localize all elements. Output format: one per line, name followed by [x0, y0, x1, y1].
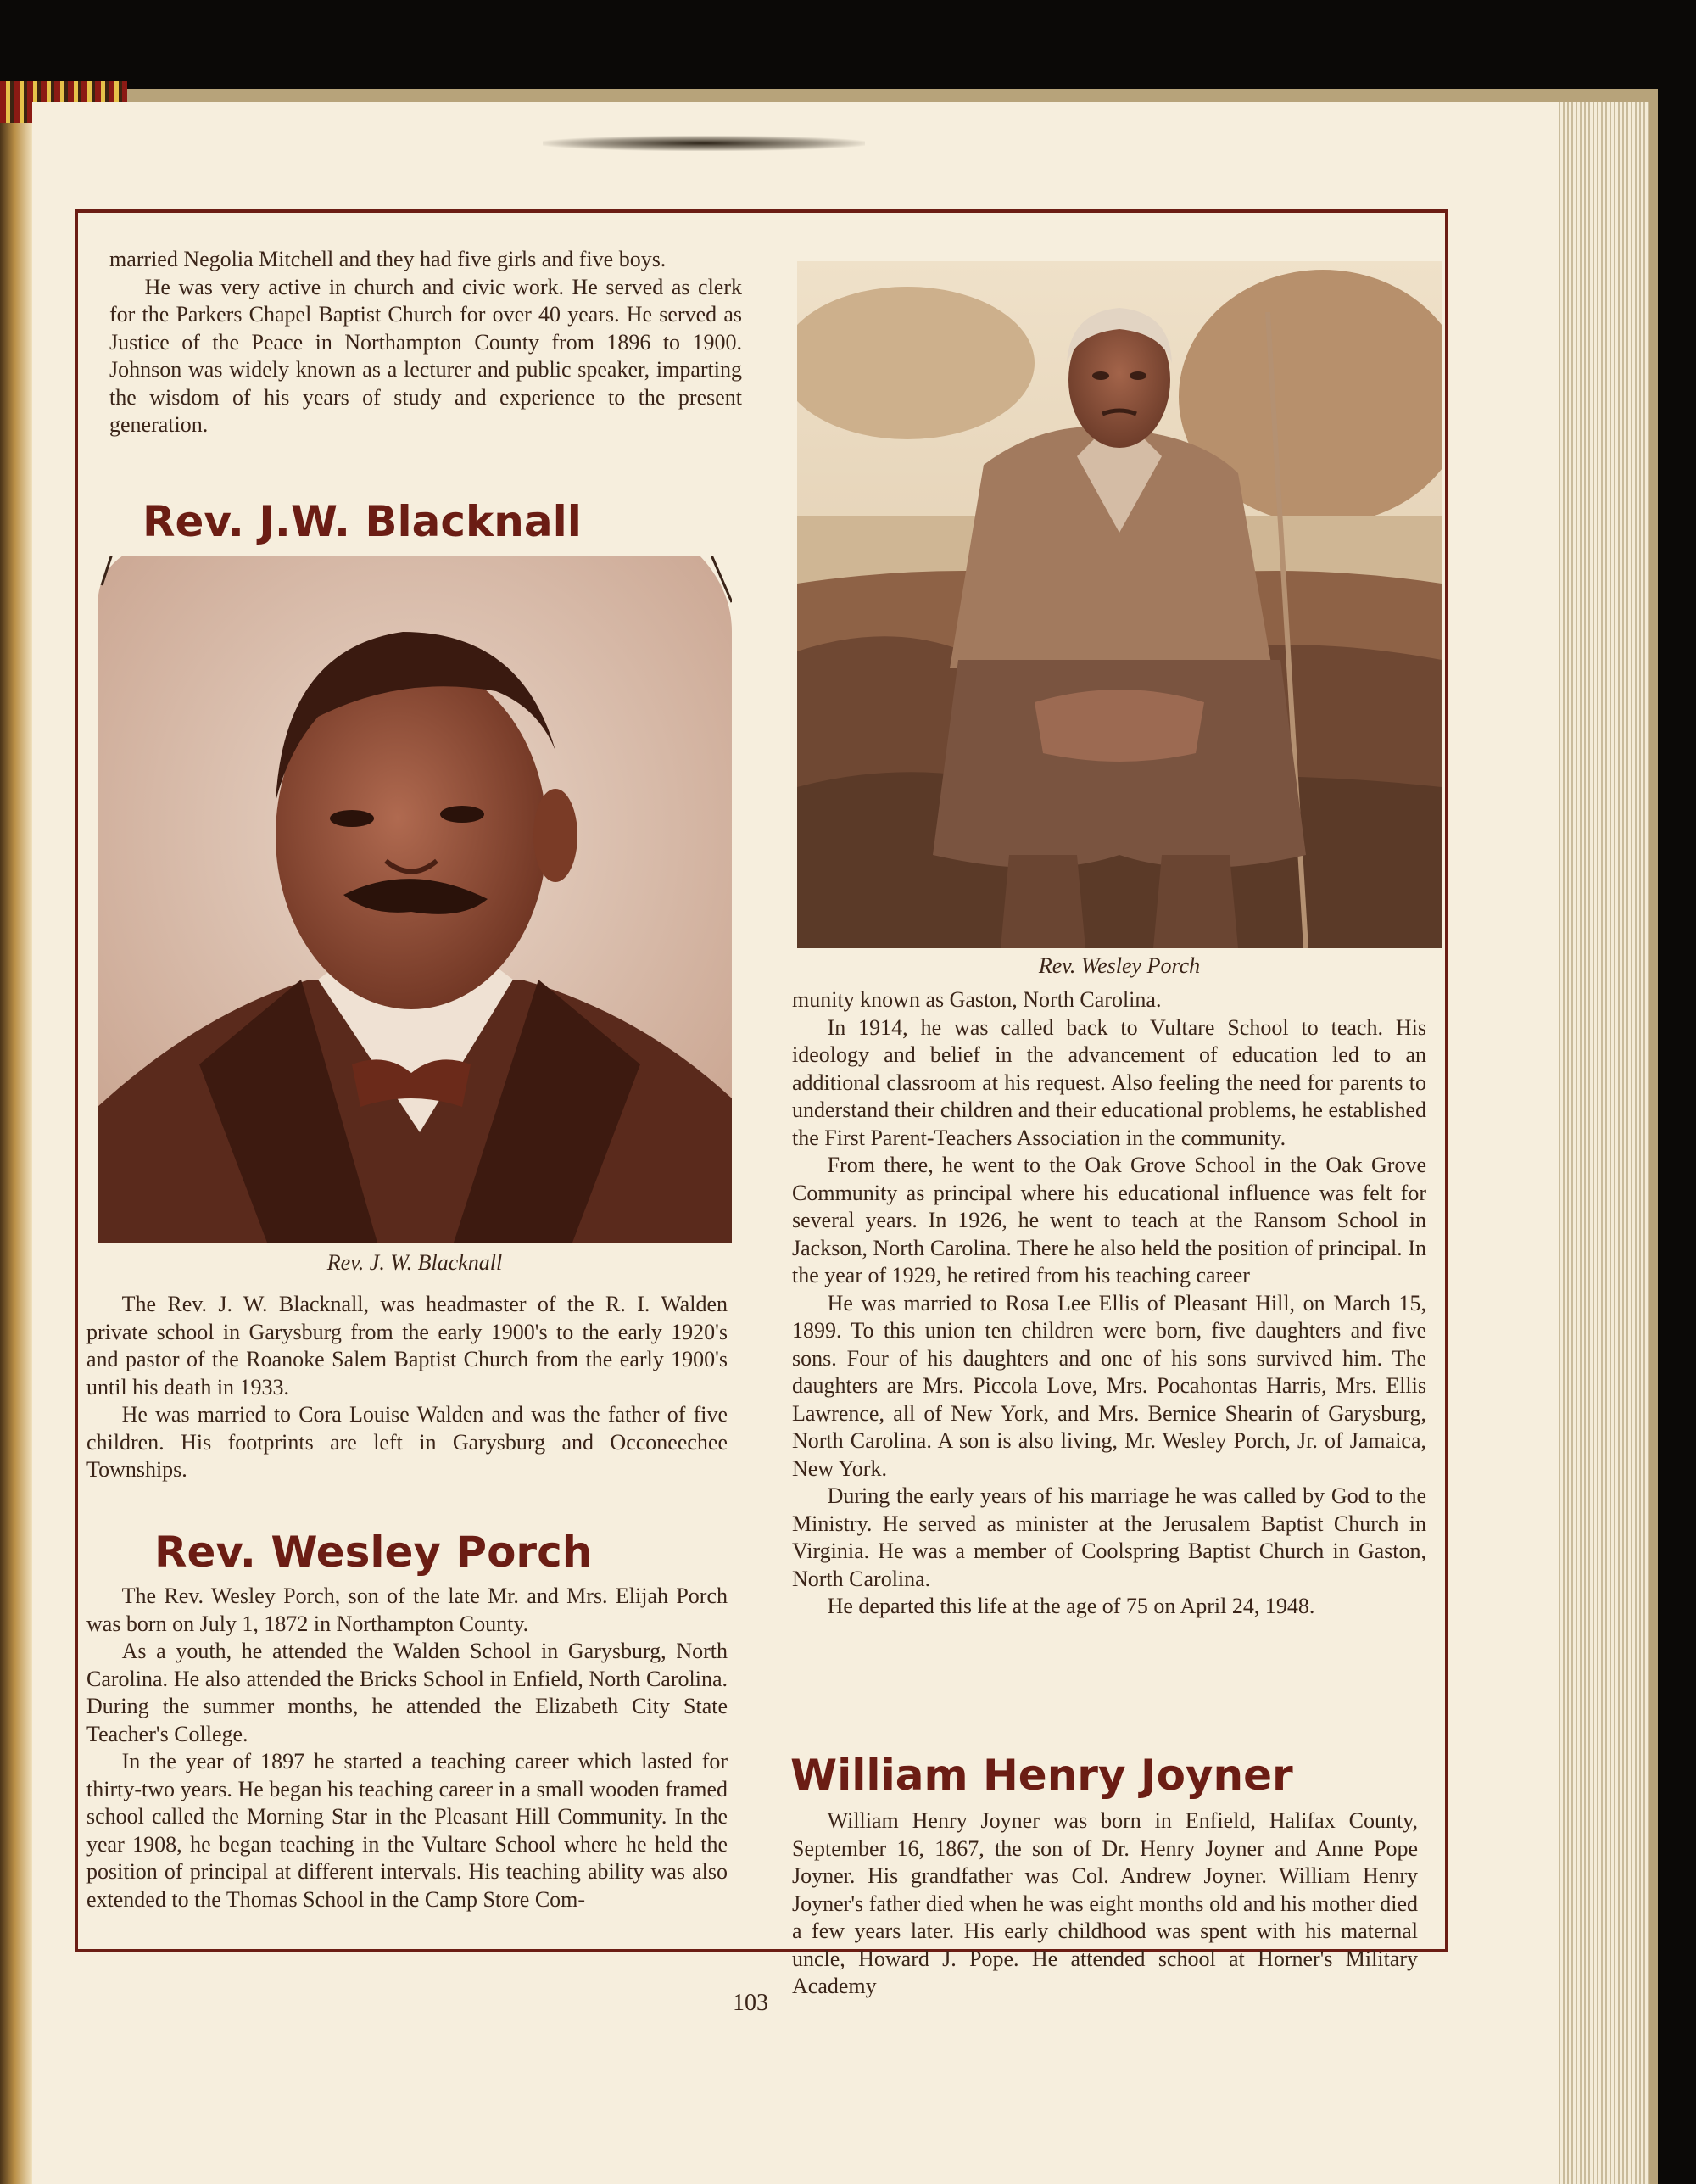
- porch-paragraph: As a youth, he attended the Walden School in Garysburg, North Carolina. He also attended the Bricks School in Enfield, North Carolina. During the summer months, he attended the Elizabeth City State Teacher's College.: [86, 1639, 728, 1746]
- porch-paragraph: The Rev. Wesley Porch, son of the late Mr. and Mrs. Elijah Porch was born on July 1, 1872 in Northampton County.: [86, 1584, 728, 1636]
- porch-paragraph: He was married to Rosa Lee Ellis of Pleasant Hill, on March 15, 1899. To this union ten children were born, five daughters and five sons. Four of his daughters and one of his sons survived him. The daughters are Mrs. Piccola Love, Mrs. Pocahontas Harris, Mrs. Ellis Lawrence, all of New York, and Mrs. Bernice Shearin of Garysburg, North Carolina. A son is also living, Mr. Wesley Porch, Jr. of Jamaica, New York.: [792, 1290, 1426, 1481]
- porch-heading: Rev. Wesley Porch: [154, 1528, 593, 1577]
- blacknall-paragraph: The Rev. J. W. Blacknall, was headmaster of the R. I. Walden private school in Garysburg from the early 1900's to the early 1920's and pastor of the Roanoke Salem Baptist Church from the early 1900's until his death in 1933.: [86, 1292, 728, 1399]
- previous-page-edge: [0, 81, 32, 2184]
- joyner-bio: [792, 1807, 1418, 2001]
- porch-paragraph: In 1914, he was called back to Vultare School to teach. His ideology and belief in the advancement of education led to an additional classroom at his request. Also feeling the need for parents to understand their children and their educational problems, he established the First Parent-Teachers Association in the community.: [792, 1014, 1426, 1150]
- porch-paragraph: From there, he went to the Oak Grove School in the Oak Grove Community as principal where his educational influence was felt for several years. In 1926, he went to teach at the Ransom School in Jackson, North Carolina. There he also held the position of principal. In the year of 1929, he retired from his teaching career: [792, 1153, 1426, 1287]
- porch-paragraph: During the early years of his marriage he was called by God to the Ministry. He served as minister at the Jerusalem Baptist Church in Virginia. He was a member of Coolspring Baptist Church in Gaston, North Carolina.: [792, 1483, 1426, 1591]
- blacknall-heading: Rev. J.W. Blacknall: [142, 497, 582, 546]
- porch-bio-right: [792, 986, 1426, 1621]
- porch-paragraph: He departed this life at the age of 75 on April 24, 1948.: [827, 1594, 1315, 1618]
- porch-paragraph: In the year of 1897 he started a teaching career which lasted for thirty-two years. He began his teaching career in a small wooden framed school called the Morning Star in the Pleasant Hill Community. In the year 1908, he began teaching in the Vultare School where he held the position of principal at different intervals. His teaching ability was also extended to the Thomas School in the Camp Store Com-: [86, 1749, 728, 1912]
- porch-bio-left: [86, 1583, 728, 1913]
- intro-paragraph: He was very active in church and civic work. He served as clerk for the Parkers Chapel Baptist Church for over 40 years. He served as Justice of the Peace in Northampton County from 1896 to 1900. Johnson was widely known as a lecturer and public speaker, imparting the wisdom of his years of study and experience to the present generation.: [109, 274, 742, 437]
- blacknall-paragraph: He was married to Cora Louise Walden and was the father of five children. His footprints are left in Garysburg and Occoneechee Townships.: [86, 1402, 728, 1482]
- blacknall-bio: [86, 1291, 728, 1484]
- page-top-smudge: [543, 136, 865, 151]
- intro-paragraph: married Negolia Mitchell and they had five girls and five boys.: [109, 247, 667, 271]
- blacknall-portrait: [98, 556, 732, 1243]
- left-intro-text: [109, 246, 742, 439]
- blacknall-caption: Rev. J. W. Blacknall: [326, 1250, 503, 1275]
- porch-caption: Rev. Wesley Porch: [1038, 953, 1201, 978]
- joyner-paragraph: William Henry Joyner was born in Enfield, Halifax County, September 16, 1867, the son of Dr. Henry Joyner and Anne Pope Joyner. His grandfather was Col. Andrew Joyner. William Henry Joyner's father died when he was eight months old and his mother died a few years later. His early childhood was spent with his maternal uncle, Howard J. Pope. He attended school at Horner's Military Academy: [792, 1808, 1418, 1998]
- page-number: 103: [733, 1990, 768, 2016]
- porch-photo: [797, 261, 1442, 948]
- porch-paragraph: munity known as Gaston, North Carolina.: [792, 987, 1162, 1012]
- joyner-heading: William Henry Joyner: [790, 1751, 1293, 1800]
